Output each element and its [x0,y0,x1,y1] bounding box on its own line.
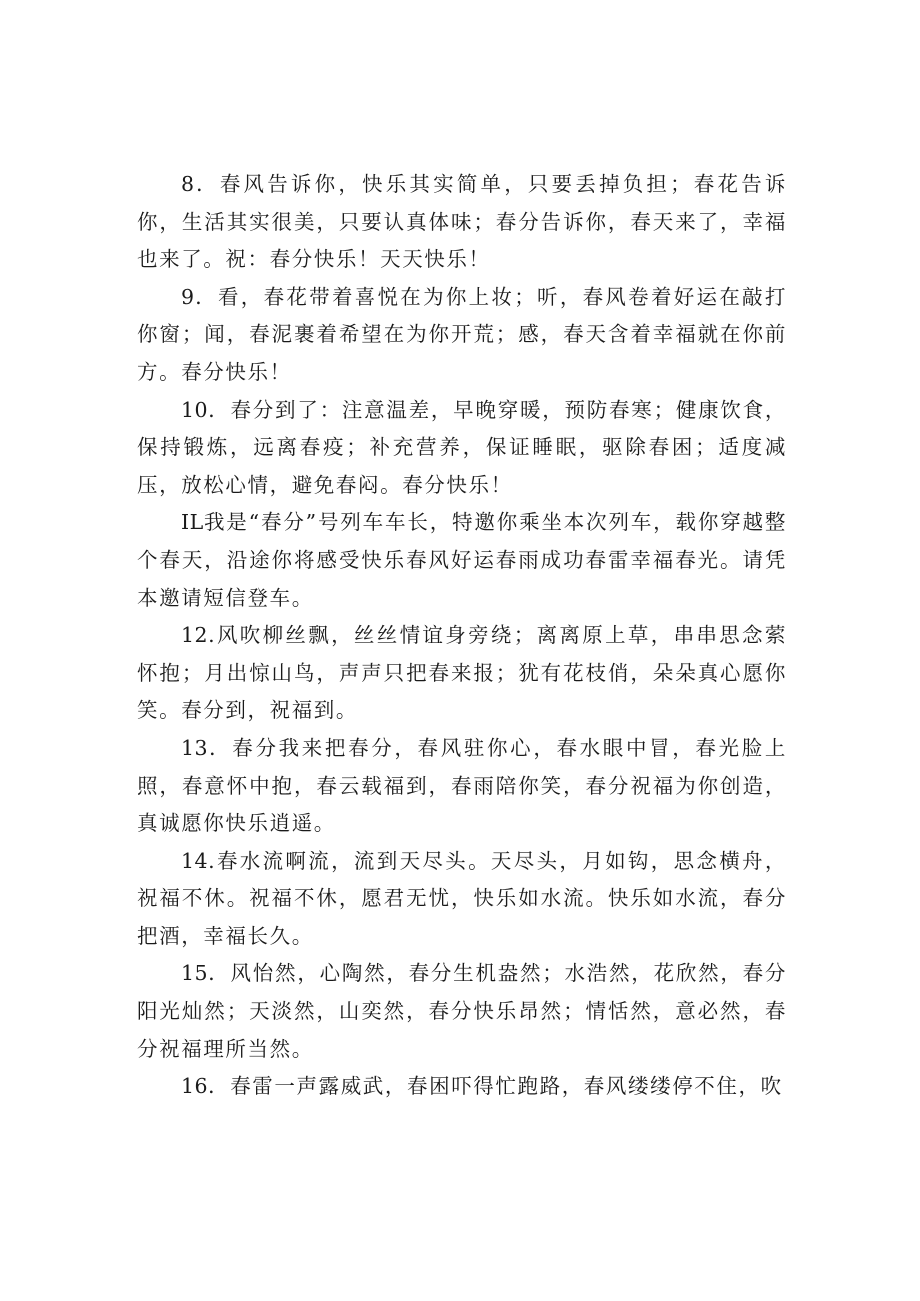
paragraph-text: .风吹柳丝飘，丝丝情谊身旁绕；离离原上草，串串思念萦怀抱；月出惊山鸟，声声只把春来报；犹有花枝俏，朵朵真心愿你笑。春分到，祝福到。 [137,623,787,723]
paragraph-number: 9 [181,284,195,309]
paragraph-12 [137,617,787,730]
paragraph-number: 10 [181,397,209,422]
paragraph-10 [137,392,787,505]
paragraph-text: ．风怡然，心陶然，春分生机盎然；水浩然，花欣然，春分阳光灿然；天淡然，山奕然，春分快乐昂然；情恬然，意必然，春分祝福理所当然。 [137,961,787,1061]
paragraph-number: 16 [181,1074,209,1099]
paragraph-number: 14 [181,848,209,873]
paragraph-text: ．春风告诉你，快乐其实简单，只要丢掉负担；春花告诉你，生活其实很美，只要认真体味；春分告诉你，春天来了，幸福也来了。祝：春分快乐！天天快乐！ [137,172,787,272]
paragraph-number: 15 [181,961,209,986]
paragraph-number: 13 [181,735,209,760]
paragraph-14 [137,843,787,956]
paragraph-text: ．春分到了：注意温差，早晚穿暖，预防春寒；健康饮食，保持锻炼，远离春疫；补充营养，保证睡眠，驱除春困；适度减压，放松心情，避免春闷。春分快乐！ [137,397,787,497]
paragraph-number: IL [181,510,204,535]
paragraph-text: ．春分我来把春分，春风驻你心，春水眼中冒，春光脸上照，春意怀中抱，春云载福到，春雨陪你笑，春分祝福为你创造，真诚愿你快乐逍遥。 [137,735,787,836]
paragraph-text: .春水流啊流，流到天尽头。天尽头，月如钩，思念横舟，祝福不休。祝福不休，愿君无忧，快乐如水流。快乐如水流，春分把酒，幸福长久。 [137,848,787,948]
paragraph-9 [137,279,787,392]
paragraph-8 [137,166,787,279]
document-body [137,166,787,1106]
paragraph-text: ．看，春花带着喜悦在为你上妆；听，春风卷着好运在敲打你窗；闻，春泥裹着希望在为你开荒；感，春天含着幸福就在你前方。春分快乐！ [137,284,787,384]
paragraph-11 [137,504,787,617]
paragraph-16 [137,1068,787,1106]
paragraph-15 [137,955,787,1068]
paragraph-number: 8 [181,172,195,196]
paragraph-text: ．春雷一声露威武，春困吓得忙跑路，春风缕缕停不住，吹 [208,1074,783,1099]
paragraph-number: 12 [181,623,209,648]
paragraph-text: 我是“春分”号列车车长，特邀你乘坐本次列车，载你穿越整个春天，沿途你将感受快乐春风好运春雨成功春雷幸福春光。请凭本邀请短信登车。 [137,510,787,610]
paragraph-13 [137,730,787,843]
